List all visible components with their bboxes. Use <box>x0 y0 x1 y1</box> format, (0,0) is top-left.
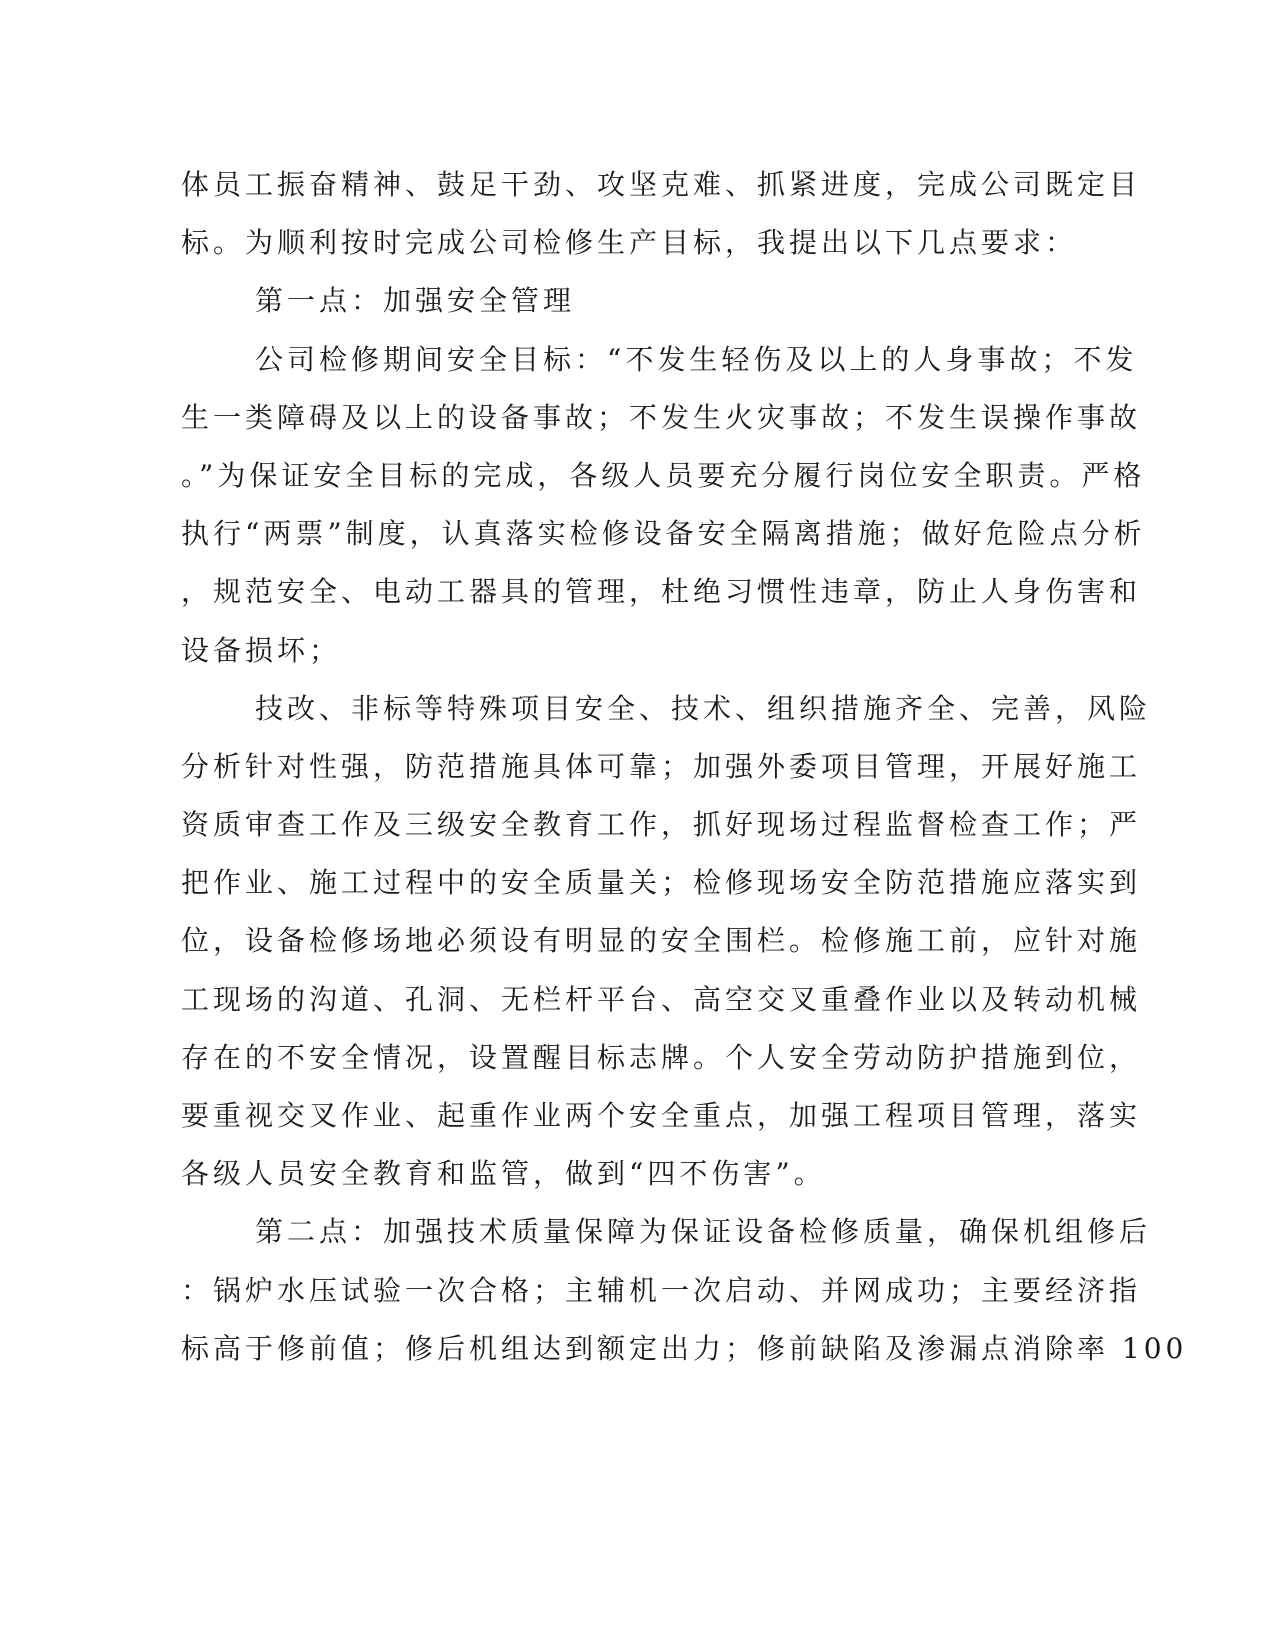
text-line-17: 要重视交叉作业、起重作业两个安全重点，加强工程项目管理，落实 <box>181 1099 1142 1132</box>
text-line-4: 公司检修期间安全目标：“不发生轻伤及以上的人身事故；不发 <box>255 342 1138 376</box>
text-line-1: 体员工振奋精神、鼓足干劲、攻坚克难、抓紧进度，完成公司既定目 <box>181 168 1142 201</box>
text-line-21: 标高于修前值；修后机组达到额定出力；修前缺陷及渗漏点消除率 100 <box>181 1331 1188 1365</box>
text-line-12: 资质审查工作及三级安全教育工作，抓好现场过程监督检查工作；严 <box>181 808 1142 842</box>
text-line-20: ：锅炉水压试验一次合格；主辅机一次启动、并网成功；主要经济指 <box>181 1273 1142 1307</box>
text-line-14: 位，设备检修场地必须设有明显的安全围栏。检修施工前，应针对施 <box>181 924 1142 958</box>
text-line-6: 。”为保证安全目标的完成，各级人员要充分履行岗位安全职责。严格 <box>181 458 1146 492</box>
text-line-13: 把作业、施工过程中的安全质量关；检修现场安全防范措施应落实到 <box>181 866 1142 900</box>
text-line-10: 技改、非标等特殊项目安全、技术、组织措施齐全、完善，风险 <box>255 691 1152 725</box>
text-line-11: 分析针对性强，防范措施具体可靠；加强外委项目管理，开展好施工 <box>181 749 1142 783</box>
section-heading-safety: 第一点：加强安全管理 <box>255 284 576 318</box>
text-line-9: 设备损坏； <box>181 633 342 667</box>
text-line-2: 标。为顺利按时完成公司检修生产目标，我提出以下几点要求： <box>181 226 1078 260</box>
text-line-18: 各级人员安全教育和监管，做到“四不伤害”。 <box>181 1157 826 1191</box>
document-body <box>181 156 1188 1378</box>
text-line-16: 存在的不安全情况，设置醒目标志牌。个人安全劳动防护措施到位， <box>181 1040 1142 1074</box>
text-line-8: ，规范安全、电动工器具的管理，杜绝习惯性违章，防止人身伤害和 <box>181 575 1142 609</box>
text-line-15: 工现场的沟道、孔洞、无栏杆平台、高空交叉重叠作业以及转动机械 <box>181 982 1142 1016</box>
text-line-7: 执行“两票”制度，认真落实检修设备安全隔离措施；做好危险点分析 <box>181 517 1146 551</box>
section-heading-quality: 第二点：加强技术质量保障为保证设备检修质量，确保机组修后 <box>255 1215 1152 1249</box>
text-line-5: 生一类障碍及以上的设备事故；不发生火灾事故；不发生误操作事故 <box>181 400 1142 434</box>
